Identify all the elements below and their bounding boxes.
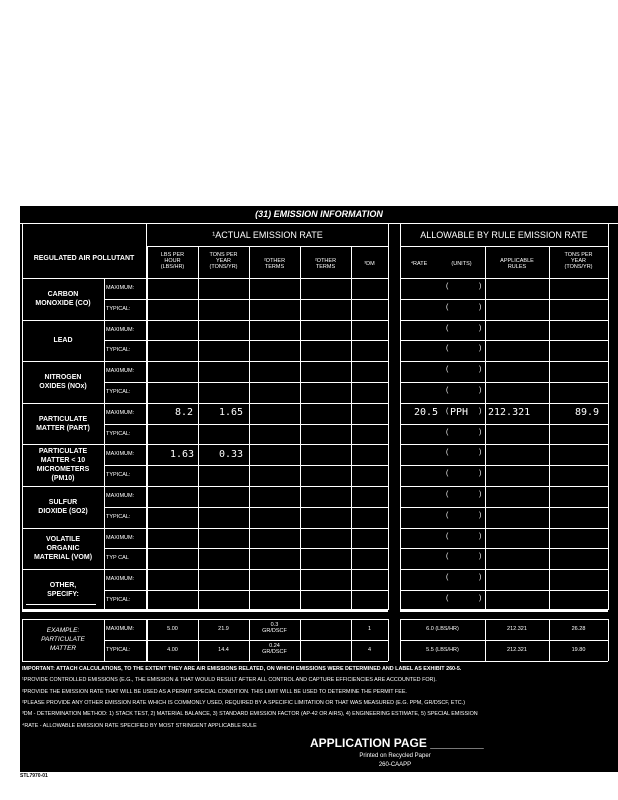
example-rate: 6.0 (LBS/HR) [426,626,459,632]
v-rule [485,246,486,610]
note-line: IMPORTANT: ATTACH CALCULATIONS, TO THE EXTENT THEY ARE AIR EMISSIONS RELATED, ON WHICH EMISSIONS WERE DETERMINED AND LABEL AS EXHIBIT 260-5. [22,666,462,672]
units-open-paren: ( [446,491,449,498]
example-other-terms: 0.3 GR/DSCF [262,622,287,634]
example-other-terms: 0.24 GR/DSCF [262,643,287,655]
units-open-paren: ( [446,532,449,540]
part-rate[interactable]: 20.5 [414,406,439,418]
h-rule [400,278,608,279]
h-rule [400,444,608,445]
h-rule [400,340,608,341]
units-close-paren: ) [479,511,482,519]
example-tons-yr: 14.4 [218,647,229,653]
units-close-paren: ) [479,407,482,415]
units-close-paren: ) [479,428,482,436]
v-rule [147,246,148,610]
v-rule [300,246,301,610]
units-close-paren: ) [479,595,482,602]
h-rule [400,361,608,362]
units-open-paren: ( [446,574,449,582]
units-open-paren: ( [446,303,449,311]
example-lbs-hr: 4.00 [167,647,178,653]
units-open-paren: ( [446,387,449,394]
application-page: APPLICATION PAGE ________ [310,736,484,750]
v-rule [608,619,609,661]
pm10-tons-yr[interactable]: 0.33 [219,449,244,461]
row-label-maximum: MAXIMUM: [106,409,135,416]
v-rule [549,246,550,610]
example-dm: 4 [367,647,372,653]
form-number: 260-CAAPP [378,762,412,768]
col-applicable-rules: APPLICABLE RULES [500,258,534,270]
row-label-maximum: MAXIMUM: [106,493,135,499]
pollutant-name: OTHER, SPECIFY: [47,582,79,598]
example-tons-yr-2: 26.28 [571,626,586,632]
row-label-typical: TYPICAL: [106,597,131,603]
example-lbs-hr: 5.00 [167,626,178,632]
h-rule [400,528,608,529]
h-rule [104,465,388,466]
row-label-typical: TYP CAL [106,555,129,562]
note-line: ³DM - DETERMINATION METHOD: 1) STACK TEST, 2) MATERIAL BALANCE, 3) STANDARD EMISSION FACTOR (AP-42 OR AIRS), 4) ENGINEERING ESTIMATE, 5) SPECIAL EMISSION [22,711,478,718]
pollutant-name: PARTICULATE MATTER < 10 MICROMETERS (PM10) [36,448,90,483]
printed-recycled: Printed on Recycled Paper [359,753,431,759]
units-open-paren: ( [446,449,449,457]
h-rule [22,609,388,611]
h-rule [400,465,608,466]
h-rule [400,424,608,425]
units-close-paren: ) [479,345,482,353]
v-rule [104,619,105,661]
units-open-paren: ( [446,345,449,353]
h-rule [400,320,608,321]
note-line: ⁴RATE - ALLOWABLE EMISSION RATE SPECIFIED BY MOST STRINGENT APPLICABLE RULE [22,722,257,729]
col-dm: ³DM [364,261,375,267]
h-rule [400,486,608,487]
h-rule [104,382,388,383]
v-rule [400,224,401,610]
h-rule [400,382,608,383]
pm10-lbs-hr[interactable]: 1.63 [170,449,195,461]
h-rule [400,590,608,591]
pollutant-name: PARTICULATE MATTER (PART) [36,415,90,432]
units-open-paren: ( [446,595,449,602]
h-rule [400,569,608,570]
row-label-maximum: MAXIMUM: [106,451,135,458]
v-rule [388,224,389,610]
example-label-maximum: MAXIMUM: [106,626,135,632]
row-label-typical: TYPICAL: [106,389,131,395]
h-rule [400,507,608,508]
pollutant-header: REGULATED AIR POLLUTANT [33,255,135,262]
v-rule [249,246,250,610]
part-tons-yr[interactable]: 1.65 [219,406,244,418]
h-rule [22,569,388,570]
units-close-paren: ) [479,574,482,582]
example-dm: 1 [367,626,372,632]
row-label-typical: TYPICAL: [106,347,131,354]
h-rule [104,548,388,549]
pollutant-name: LEAD [53,336,73,344]
example-tons-yr-2: 19.80 [571,647,586,653]
row-label-typical: TYPICAL: [106,513,131,520]
units-close-paren: ) [479,532,482,540]
h-rule [22,486,388,487]
v-rule [351,246,352,610]
h-rule [400,619,608,620]
example-tons-yr: 21.9 [218,626,229,632]
emission-information-form [20,206,618,772]
page-code: STL7970-01 [20,773,48,779]
units-close-paren: ) [479,491,482,498]
part-lbs-hr[interactable]: 8.2 [175,406,194,418]
units-close-paren: ) [479,387,482,394]
pollutant-name: NITROGEN OXIDES (NOx) [39,374,87,390]
h-rule [400,548,608,549]
example-label-typical: TYPICAL: [106,647,131,653]
h-rule [400,299,608,300]
units-open-paren: ( [446,553,449,561]
h-rule [104,340,388,341]
pollutant-name: CARBON MONOXIDE (CO) [35,290,91,307]
note-line: ²PLEASE PROVIDE ANY OTHER EMISSION RATE WHICH IS COMMONLY USED, REQUIRED BY A SPECIFIC LIMITATION OR THAT WAS MEASURED (E.G. PPM, GR/DSCF, ETC.) [22,699,465,706]
units-close-paren: ) [479,449,482,457]
example-label: EXAMPLE: PARTICULATE MATTER [41,627,85,652]
h-rule [22,403,388,404]
units-close-paren: ) [479,366,482,374]
row-label-maximum: MAXIMUM: [106,576,135,583]
section-title: (31) EMISSION INFORMATION [255,209,383,219]
units-open-paren: ( [446,428,449,436]
col-tons-yr-2: TONS PER YEAR (TONS/YR) [564,252,593,270]
pollutant-name: SULFUR DIOXIDE (SO2) [38,498,88,515]
col-tons-yr: TONS PER YEAR (TONS/YR) [209,252,238,270]
h-rule [22,528,388,529]
note-line: ²PROVIDE THE EMISSION RATE THAT WILL BE USED AS A PERMIT SPECIAL CONDITION. THIS LIMIT WILL BE USED TO DETERMINE THE PERMIT FEE. [22,688,407,695]
h-rule [22,444,388,445]
h-rule [104,590,388,591]
units-open-paren: ( [446,407,449,415]
units-open-paren: ( [446,511,449,519]
h-rule [104,299,388,300]
units-close-paren: ) [479,470,482,478]
h-rule [104,507,388,508]
allowable-rate-header: ALLOWABLE BY RULE EMISSION RATE [420,230,588,240]
h-rule [400,661,608,662]
col-lbs-hr: LBS PER HOUR (LBS/HR) [160,252,185,270]
h-rule [104,424,388,425]
row-label-maximum: MAXIMUM: [106,326,135,333]
h-rule [400,640,608,641]
units-open-paren: ( [446,283,449,290]
col-other-1: ²OTHER TERMS [263,258,286,270]
units-close-paren: ) [479,553,482,561]
units-open-paren: ( [446,470,449,478]
part-tons-yr-2[interactable]: 89.9 [575,406,600,418]
h-rule [22,661,388,662]
h-rule [400,246,608,247]
note-line: ¹PROVIDE CONTROLLED EMISSIONS (E.G., THE EMISSION & THAT WOULD RESULT AFTER ALL CONTROL AND CAPTURE EFFICIENCIES ARE ACCOUNTED FOR). [22,677,437,684]
actual-rate-header: ¹ACTUAL EMISSION RATE [212,230,323,240]
example-rule: 212.321 [507,647,527,653]
row-label-typical: TYPICAL: [106,430,131,437]
h-rule [20,223,618,224]
part-units[interactable]: PPH [450,406,469,418]
row-label-maximum: MAXIMUM: [106,285,135,291]
h-rule [22,278,388,279]
h-rule [26,604,96,605]
v-rule [300,619,301,661]
v-rule [608,224,609,610]
row-label-typical: TYPICAL: [106,305,131,312]
row-label-maximum: MAXIMUM: [106,368,135,375]
h-rule [22,320,388,321]
part-rule[interactable]: 212.321 [488,406,531,418]
units-close-paren: ) [479,324,482,332]
units-close-paren: ) [479,303,482,311]
h-rule [400,403,608,404]
example-rate: 5.5 (LBS/HR) [426,647,459,653]
h-rule [22,361,388,362]
row-label-maximum: MAXIMUM: [106,534,135,541]
example-rule: 212.321 [507,626,527,632]
col-units: (UNITS) [451,261,472,267]
v-rule [388,619,389,661]
h-rule [146,246,388,247]
row-label-typical: TYPICAL: [106,472,131,479]
col-other-2: ²OTHER TERMS [314,258,337,270]
col-rate: ⁴RATE [410,261,428,267]
units-close-paren: ) [479,283,482,290]
h-rule [400,609,608,611]
v-rule [198,246,199,610]
units-open-paren: ( [446,366,449,374]
h-rule [22,619,388,620]
pollutant-name: VOLATILE ORGANIC MATERIAL (VOM) [33,535,93,561]
units-open-paren: ( [446,324,449,332]
